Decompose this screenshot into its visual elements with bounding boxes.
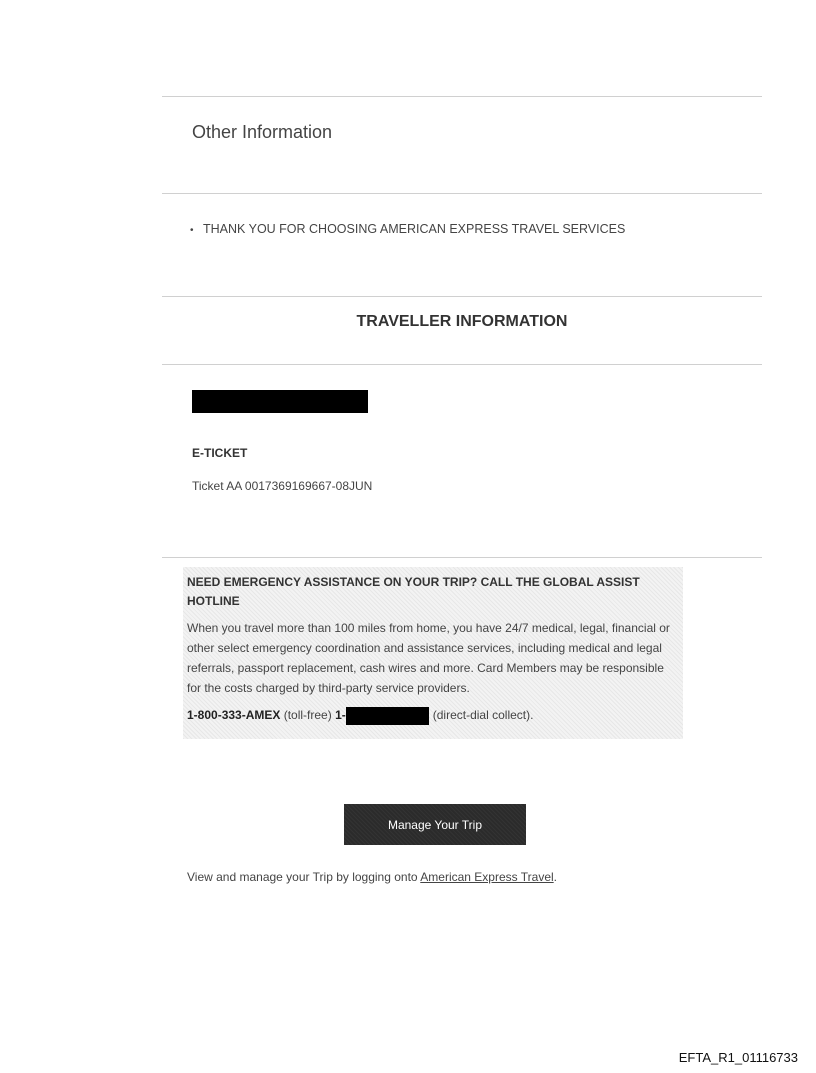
manage-trip-note [187,870,557,884]
list-item-text: THANK YOU FOR CHOOSING AMERICAN EXPRESS TRAVEL SERVICES [203,222,626,236]
manage-your-trip-button[interactable]: Manage Your Trip [344,804,526,845]
top-divider [162,96,762,97]
direct-dial-prefix: 1- [335,708,346,722]
traveller-information-top-divider [162,296,762,297]
assistance-title: NEED EMERGENCY ASSISTANCE ON YOUR TRIP? CALL THE GLOBAL ASSIST HOTLINE [187,575,640,608]
list-item [190,222,625,236]
redacted-direct-dial-number [346,707,429,725]
toll-free-note: (toll-free) [283,708,332,722]
other-information-divider [162,193,762,194]
assistance-divider [162,557,762,558]
ticket-number: Ticket AA 0017369169667-08JUN [192,479,373,493]
assistance-body: When you travel more than 100 miles from home, you have 24/7 medical, legal, financial or other select emergency coordination and assistance services, including medical and legal referrals, passport replacement, cash wires and more. Card Members may be responsible for the costs charged by third-party service providers. [187,621,670,695]
emergency-assistance-box [183,567,683,739]
eticket-label: E-TICKET [192,446,248,460]
american-express-travel-link[interactable]: American Express Travel [420,870,554,884]
assistance-phone-line [187,705,679,725]
direct-dial-note: (direct-dial collect). [432,708,534,722]
manage-note-suffix: . [553,870,558,884]
document-id: EFTA_R1_01116733 [678,1050,798,1065]
toll-free-number: 1-800-333-AMEX [187,708,281,722]
traveller-information-heading: TRAVELLER INFORMATION [356,313,568,330]
manage-note-prefix: View and manage your Trip by logging onto [187,870,421,884]
other-information-list [190,222,625,236]
other-information-heading: Other Information [192,122,333,142]
redacted-traveller-name [192,390,368,413]
bullet-icon: • [190,225,194,236]
traveller-information-bottom-divider [162,364,762,365]
